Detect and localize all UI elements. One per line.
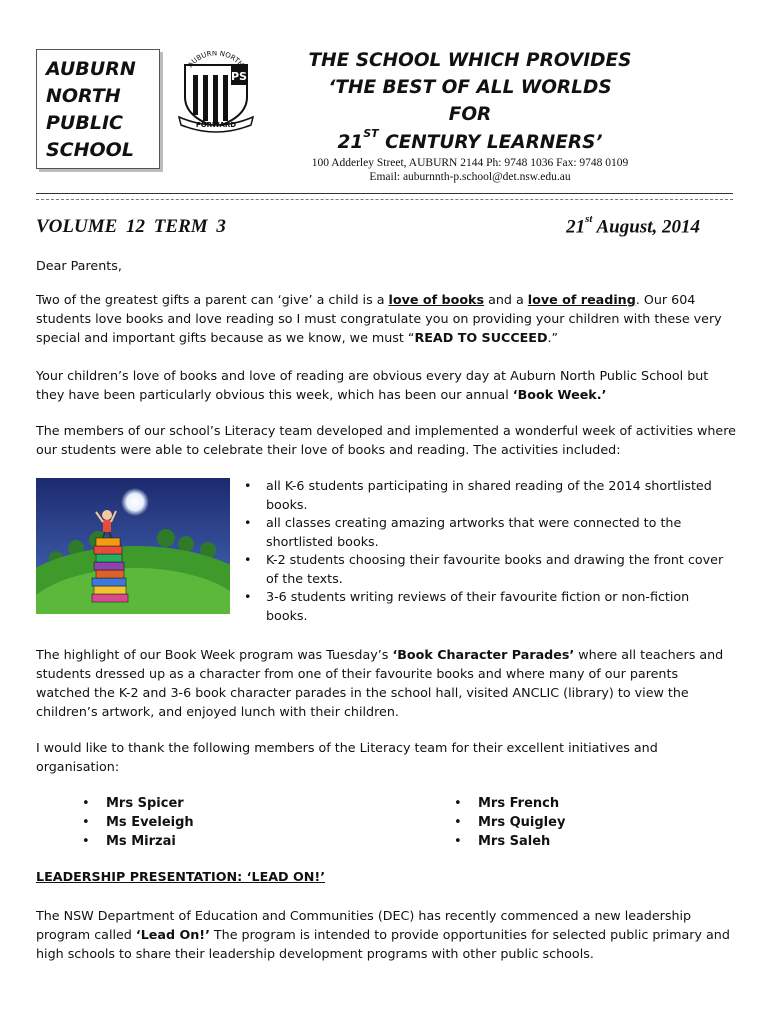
- list-item: • 3-6 students writing reviews of their favourite fiction or non-fiction books.: [244, 588, 734, 625]
- school-crest-logo: [173, 51, 259, 133]
- team-list-right: [454, 794, 565, 851]
- school-email: Email: auburnnth-p.school@det.nsw.edu.au: [369, 171, 571, 183]
- volume-term: VOLUME 12 TERM 3: [36, 216, 226, 237]
- motto-line: FOR: [448, 104, 492, 125]
- school-address: 100 Adderley Street, AUBURN 2144 Ph: 9748 1036 Fax: 9748 0109: [311, 157, 629, 169]
- svg-text:FORWARD: FORWARD: [195, 121, 237, 129]
- motto-line-last: 21ST CENTURY LEARNERS’: [337, 127, 603, 154]
- list-item: • Ms Eveleigh: [82, 813, 194, 832]
- list-item: • K-2 students choosing their favourite books and drawing the front cover of the texts.: [244, 551, 734, 588]
- school-contact: [270, 156, 670, 184]
- header-divider: [36, 193, 733, 194]
- paragraph-character-parades: The highlight of our Book Week program was Tuesday’s ‘Book Character Parades’ where all teachers and students dressed up as a character from one of their favourite books and where many of our parents watched the K-2 and 3-6 book character parades in the school hall, visited ANCLIC (library) to view the children’s artwork, and enjoyed lunch with their children.: [36, 647, 724, 719]
- list-item: • Mrs French: [454, 794, 565, 813]
- school-name-box: [36, 49, 160, 169]
- greeting: Dear Parents,: [36, 258, 122, 273]
- paragraph-literacy-team: The members of our school’s Literacy team developed and implemented a wonderful week of activities where our students were able to celebrate their love of books and reading. The activities included:: [36, 423, 736, 457]
- list-item: • all K-6 students participating in shared reading of the 2014 shortlisted books.: [244, 477, 734, 514]
- paragraph-thanks: I would like to thank the following members of the Literacy team for their excellent initiatives and organisation:: [36, 740, 658, 774]
- team-list-left: [82, 794, 194, 851]
- school-name-line: PUBLIC: [46, 112, 123, 134]
- school-name-line: SCHOOL: [46, 139, 134, 161]
- motto-line: ‘THE BEST OF ALL WORLDS: [328, 77, 612, 98]
- paragraph-lead-on: The NSW Department of Education and Communities (DEC) has recently commenced a new leadership program called ‘Lead On!’ The program is intended to provide opportunities for selected public primary and high schools to share their leadership development programs with other public schools.: [36, 908, 730, 961]
- motto-line: THE SCHOOL WHICH PROVIDES: [308, 50, 632, 71]
- paragraph-gifts: Two of the greatest gifts a parent can ‘give’ a child is a love of books and a love of reading. Our 604 students love books and love reading so I must congratulate you on providing your children with these very special and important gifts because as we know, we must “READ TO SUCCEED.”: [36, 292, 722, 345]
- header-divider-dashed: [36, 199, 733, 200]
- svg-text:AUBURN NORTH: AUBURN NORTH: [186, 51, 245, 70]
- list-item: • Mrs Quigley: [454, 813, 565, 832]
- svg-text:PS: PS: [231, 70, 247, 83]
- school-name-line: AUBURN: [46, 58, 136, 80]
- list-item: • Ms Mirzai: [82, 832, 194, 851]
- section-heading-leadership: LEADERSHIP PRESENTATION: ‘LEAD ON!’: [36, 869, 326, 884]
- paragraph-book-week: Your children’s love of books and love of reading are obvious every day at Auburn North Public School but they have been particularly obvious this week, which has been our annual ‘Book Week.’: [36, 368, 709, 402]
- activities-list: [244, 477, 734, 625]
- list-item: • Mrs Spicer: [82, 794, 194, 813]
- list-item: • all classes creating amazing artworks that were connected to the shortlisted books.: [244, 514, 734, 551]
- school-name-line: NORTH: [46, 85, 121, 107]
- book-week-illustration: [36, 478, 230, 614]
- issue-date: 21st August, 2014: [566, 213, 700, 238]
- list-item: • Mrs Saleh: [454, 832, 565, 851]
